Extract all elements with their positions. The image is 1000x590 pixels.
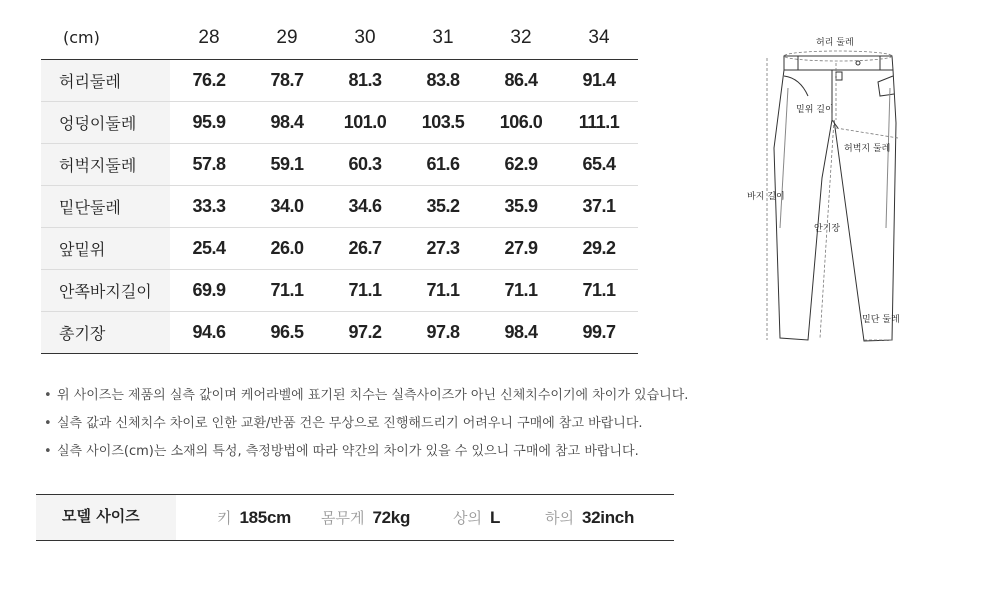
row-label-thigh: 허벅지둘레 xyxy=(41,144,170,186)
table-row xyxy=(41,228,638,270)
table-cell: 37.1 xyxy=(560,186,638,228)
table-cell: 25.4 xyxy=(170,228,248,270)
table-cell: 71.1 xyxy=(248,270,326,312)
size-header: 34 xyxy=(560,16,638,60)
row-label-inseam: 안쪽바지길이 xyxy=(41,270,170,312)
table-cell: 27.9 xyxy=(482,228,560,270)
model-height-label: 키 xyxy=(217,509,232,527)
table-cell: 34.6 xyxy=(326,186,404,228)
bullet-icon: • xyxy=(44,388,52,403)
model-top-label: 상의 xyxy=(453,509,482,527)
model-bottom xyxy=(545,495,634,540)
row-label-total-length: 총기장 xyxy=(41,312,170,354)
row-label-waist: 허리둘레 xyxy=(41,60,170,102)
table-cell: 26.0 xyxy=(248,228,326,270)
table-cell: 27.3 xyxy=(404,228,482,270)
model-weight-label: 몸무게 xyxy=(321,509,365,527)
table-cell: 98.4 xyxy=(482,312,560,354)
table-cell: 71.1 xyxy=(560,270,638,312)
table-cell: 95.9 xyxy=(170,102,248,144)
unit-label: (cm) xyxy=(41,16,170,60)
model-height-value: 185cm xyxy=(239,508,291,527)
table-cell: 71.1 xyxy=(326,270,404,312)
table-row xyxy=(41,144,638,186)
table-cell: 83.8 xyxy=(404,60,482,102)
table-row xyxy=(41,102,638,144)
model-top-value: L xyxy=(489,508,501,527)
model-weight-value: 72kg xyxy=(372,508,411,527)
table-cell: 59.1 xyxy=(248,144,326,186)
table-cell: 86.4 xyxy=(482,60,560,102)
table-cell: 62.9 xyxy=(482,144,560,186)
size-table xyxy=(41,16,638,354)
pants-outline xyxy=(774,56,896,341)
table-cell: 26.7 xyxy=(326,228,404,270)
table-cell: 69.9 xyxy=(170,270,248,312)
note-text: 실측 값과 신체치수 차이로 인한 교환/반품 건은 무상으로 진행해드리기 어려우니 구매에 참고 바랍니다. xyxy=(57,416,643,431)
label-rise: 밑위 길이 xyxy=(796,105,834,115)
table-cell: 65.4 xyxy=(560,144,638,186)
model-height xyxy=(217,495,291,540)
table-cell: 101.0 xyxy=(326,102,404,144)
size-header: 31 xyxy=(404,16,482,60)
table-cell: 35.9 xyxy=(482,186,560,228)
table-row xyxy=(41,270,638,312)
table-cell: 94.6 xyxy=(170,312,248,354)
bullet-icon: • xyxy=(44,444,52,459)
row-label-hem: 밑단둘레 xyxy=(41,186,170,228)
size-notes xyxy=(44,386,688,470)
table-row xyxy=(41,186,638,228)
row-label-hip: 엉덩이둘레 xyxy=(41,102,170,144)
table-cell: 106.0 xyxy=(482,102,560,144)
table-cell: 76.2 xyxy=(170,60,248,102)
label-waist: 허리 둘레 xyxy=(816,38,854,48)
table-cell: 91.4 xyxy=(560,60,638,102)
bullet-icon: • xyxy=(44,416,52,431)
table-cell: 29.2 xyxy=(560,228,638,270)
table-cell: 99.7 xyxy=(560,312,638,354)
label-thigh: 허벅지 둘레 xyxy=(844,144,891,154)
table-cell: 33.3 xyxy=(170,186,248,228)
table-cell: 34.0 xyxy=(248,186,326,228)
model-bottom-label: 하의 xyxy=(545,509,574,527)
model-top xyxy=(453,495,500,540)
table-cell: 81.3 xyxy=(326,60,404,102)
model-weight xyxy=(321,495,410,540)
model-bottom-value: 32inch xyxy=(581,508,635,527)
label-hem: 밑단 둘레 xyxy=(862,315,900,325)
pants-measurement-diagram xyxy=(740,28,920,348)
size-header: 28 xyxy=(170,16,248,60)
table-cell: 78.7 xyxy=(248,60,326,102)
size-header-row xyxy=(41,16,638,60)
label-inseam: 안기장 xyxy=(814,224,841,234)
table-cell: 61.6 xyxy=(404,144,482,186)
table-row xyxy=(41,60,638,102)
model-size-section xyxy=(36,494,674,541)
size-header: 30 xyxy=(326,16,404,60)
row-label-front-rise: 앞밑위 xyxy=(41,228,170,270)
table-cell: 57.8 xyxy=(170,144,248,186)
note-item xyxy=(44,414,688,442)
table-cell: 71.1 xyxy=(404,270,482,312)
table-cell: 60.3 xyxy=(326,144,404,186)
note-item xyxy=(44,386,688,414)
note-text: 실측 사이즈(cm)는 소재의 특성, 측정방법에 따라 약간의 차이가 있을 수 있으니 구매에 참고 바랍니다. xyxy=(57,444,639,459)
table-cell: 35.2 xyxy=(404,186,482,228)
table-row xyxy=(41,312,638,354)
label-length: 바지 길이 xyxy=(747,192,785,202)
table-cell: 71.1 xyxy=(482,270,560,312)
table-cell: 111.1 xyxy=(560,102,638,144)
size-header: 32 xyxy=(482,16,560,60)
note-text: 위 사이즈는 제품의 실측 값이며 케어라벨에 표기된 치수는 실측사이즈가 아닌 신체치수이기에 차이가 있습니다. xyxy=(57,388,689,403)
size-header: 29 xyxy=(248,16,326,60)
model-size-title: 모델 사이즈 xyxy=(36,495,176,540)
note-item xyxy=(44,442,688,470)
table-cell: 103.5 xyxy=(404,102,482,144)
table-cell: 97.8 xyxy=(404,312,482,354)
table-cell: 98.4 xyxy=(248,102,326,144)
table-cell: 97.2 xyxy=(326,312,404,354)
table-cell: 96.5 xyxy=(248,312,326,354)
